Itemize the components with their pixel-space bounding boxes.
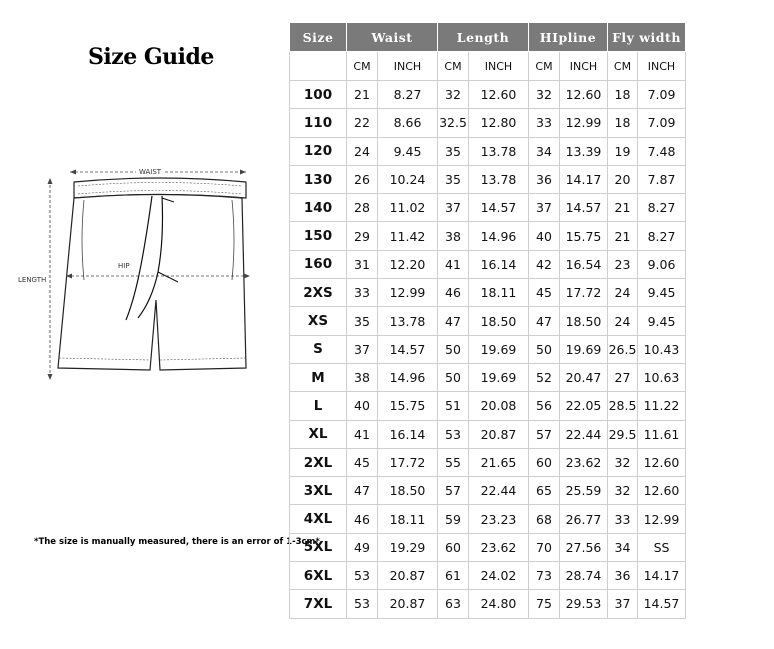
measurement-cell: 12.80 <box>469 109 529 137</box>
table-row <box>290 81 686 109</box>
header-size: Size <box>290 23 347 52</box>
measurement-cell: 9.45 <box>638 307 686 335</box>
length-label: LENGTH <box>18 276 47 284</box>
measurement-cell: 14.57 <box>560 194 608 222</box>
measurement-cell: 34 <box>608 533 638 561</box>
measurement-cell: 36 <box>529 165 560 193</box>
measurement-cell: 40 <box>529 222 560 250</box>
table-row <box>290 590 686 618</box>
measurement-cell: 16.14 <box>378 420 438 448</box>
measurement-cell: 38 <box>438 222 469 250</box>
measurement-cell: 19.69 <box>469 363 529 391</box>
measurement-cell: 23.23 <box>469 505 529 533</box>
size-cell: XL <box>290 420 347 448</box>
measurement-cell: 75 <box>529 590 560 618</box>
unit-cell: INCH <box>638 52 686 81</box>
measurement-cell: 33 <box>347 279 378 307</box>
measurement-cell: 12.60 <box>638 477 686 505</box>
measurement-cell: 22.44 <box>560 420 608 448</box>
measurement-cell: 32 <box>608 448 638 476</box>
measurement-cell: 15.75 <box>378 392 438 420</box>
measurement-cell: 23.62 <box>469 533 529 561</box>
size-cell: 2XS <box>290 279 347 307</box>
measurement-cell: 31 <box>347 250 378 278</box>
measurement-cell: 9.45 <box>638 279 686 307</box>
measurement-cell: 38 <box>347 363 378 391</box>
measurement-cell: 59 <box>438 505 469 533</box>
measurement-cell: 13.39 <box>560 137 608 165</box>
table-row <box>290 533 686 561</box>
size-cell: 3XL <box>290 477 347 505</box>
measurement-cell: 13.78 <box>469 165 529 193</box>
measurement-cell: 24 <box>347 137 378 165</box>
size-cell: 5XL <box>290 533 347 561</box>
measurement-cell: 18.11 <box>469 279 529 307</box>
measurement-cell: 18 <box>608 81 638 109</box>
shorts-diagram <box>14 160 264 390</box>
measurement-cell: 18.50 <box>560 307 608 335</box>
measurement-cell: 24.80 <box>469 590 529 618</box>
measurement-cell: 14.96 <box>469 222 529 250</box>
measurement-cell: 12.99 <box>560 109 608 137</box>
unit-cell: INCH <box>378 52 438 81</box>
measurement-cell: 50 <box>529 335 560 363</box>
unit-cell: INCH <box>469 52 529 81</box>
unit-blank <box>290 52 347 81</box>
size-cell: L <box>290 392 347 420</box>
header-fly-width: Fly width <box>608 23 686 52</box>
measurement-cell: 16.54 <box>560 250 608 278</box>
measurement-cell: 60 <box>529 448 560 476</box>
measurement-cell: 21 <box>608 222 638 250</box>
size-cell: 120 <box>290 137 347 165</box>
measurement-cell: 32 <box>529 81 560 109</box>
header-row <box>290 23 686 52</box>
measurement-cell: 12.60 <box>560 81 608 109</box>
table-row <box>290 109 686 137</box>
measurement-cell: 18.11 <box>378 505 438 533</box>
size-cell: XS <box>290 307 347 335</box>
measurement-cell: 52 <box>529 363 560 391</box>
measurement-cell: 14.17 <box>638 562 686 590</box>
measurement-cell: 37 <box>529 194 560 222</box>
size-cell: 130 <box>290 165 347 193</box>
measurement-cell: 21 <box>608 194 638 222</box>
measurement-cell: 14.57 <box>469 194 529 222</box>
measurement-cell: 46 <box>347 505 378 533</box>
measurement-cell: 49 <box>347 533 378 561</box>
measurement-cell: 20.47 <box>560 363 608 391</box>
measurement-cell: 9.06 <box>638 250 686 278</box>
measurement-cell: 50 <box>438 335 469 363</box>
measurement-cell: 42 <box>529 250 560 278</box>
header-waist: Waist <box>347 23 438 52</box>
measurement-cell: 18.50 <box>378 477 438 505</box>
measurement-cell: 19.69 <box>469 335 529 363</box>
measurement-cell: 7.09 <box>638 109 686 137</box>
unit-cell: CM <box>438 52 469 81</box>
measurement-cell: 53 <box>438 420 469 448</box>
table-row <box>290 165 686 193</box>
size-chart-table <box>289 22 686 619</box>
measurement-cell: 24 <box>608 307 638 335</box>
measurement-cell: 10.63 <box>638 363 686 391</box>
measurement-cell: 8.27 <box>638 194 686 222</box>
measurement-cell: 45 <box>529 279 560 307</box>
measurement-cell: 8.66 <box>378 109 438 137</box>
table-row <box>290 194 686 222</box>
measurement-cell: 32 <box>438 81 469 109</box>
measurement-cell: 61 <box>438 562 469 590</box>
measurement-cell: 35 <box>438 165 469 193</box>
measurement-cell: 13.78 <box>469 137 529 165</box>
table-row <box>290 363 686 391</box>
measurement-cell: 20 <box>608 165 638 193</box>
measurement-cell: 45 <box>347 448 378 476</box>
unit-cell: CM <box>347 52 378 81</box>
measurement-cell: 22.05 <box>560 392 608 420</box>
measurement-cell: 20.08 <box>469 392 529 420</box>
measurement-cell: 47 <box>347 477 378 505</box>
measurement-cell: 37 <box>608 590 638 618</box>
measurement-cell: 65 <box>529 477 560 505</box>
measurement-cell: 29 <box>347 222 378 250</box>
measurement-cell: 28 <box>347 194 378 222</box>
measurement-cell: 60 <box>438 533 469 561</box>
measurement-note: *The size is manually measured, there is an error of 1-3cm* <box>34 537 320 547</box>
measurement-cell: 20.87 <box>378 590 438 618</box>
size-cell: 100 <box>290 81 347 109</box>
size-cell: 140 <box>290 194 347 222</box>
measurement-cell: 32.5 <box>438 109 469 137</box>
measurement-cell: 11.22 <box>638 392 686 420</box>
measurement-cell: 34 <box>529 137 560 165</box>
measurement-cell: 41 <box>438 250 469 278</box>
measurement-cell: 27.56 <box>560 533 608 561</box>
waist-label: WAIST <box>138 168 162 176</box>
table-row <box>290 279 686 307</box>
measurement-cell: 24 <box>608 279 638 307</box>
measurement-cell: 63 <box>438 590 469 618</box>
measurement-cell: 8.27 <box>378 81 438 109</box>
measurement-cell: 11.61 <box>638 420 686 448</box>
size-cell: 110 <box>290 109 347 137</box>
measurement-cell: 29.5 <box>608 420 638 448</box>
size-cell: 160 <box>290 250 347 278</box>
size-cell: S <box>290 335 347 363</box>
measurement-cell: 20.87 <box>378 562 438 590</box>
measurement-cell: 12.60 <box>638 448 686 476</box>
measurement-cell: 35 <box>438 137 469 165</box>
size-cell: 7XL <box>290 590 347 618</box>
measurement-cell: 27 <box>608 363 638 391</box>
measurement-cell: 10.24 <box>378 165 438 193</box>
measurement-cell: 70 <box>529 533 560 561</box>
table-row <box>290 250 686 278</box>
measurement-cell: 21.65 <box>469 448 529 476</box>
table-row <box>290 307 686 335</box>
measurement-cell: 19.29 <box>378 533 438 561</box>
size-table-body <box>290 81 686 619</box>
measurement-cell: 73 <box>529 562 560 590</box>
measurement-cell: 51 <box>438 392 469 420</box>
measurement-cell: 22 <box>347 109 378 137</box>
table-row <box>290 335 686 363</box>
measurement-cell: SS <box>638 533 686 561</box>
measurement-cell: 11.02 <box>378 194 438 222</box>
measurement-cell: 47 <box>529 307 560 335</box>
header-hipline: HIpline <box>529 23 608 52</box>
table-row <box>290 448 686 476</box>
measurement-cell: 23 <box>608 250 638 278</box>
measurement-cell: 40 <box>347 392 378 420</box>
unit-cell: INCH <box>560 52 608 81</box>
measurement-cell: 22.44 <box>469 477 529 505</box>
measurement-cell: 14.57 <box>638 590 686 618</box>
measurement-cell: 14.96 <box>378 363 438 391</box>
table-row <box>290 222 686 250</box>
measurement-cell: 12.99 <box>378 279 438 307</box>
header-length: Length <box>438 23 529 52</box>
measurement-cell: 68 <box>529 505 560 533</box>
table-row <box>290 562 686 590</box>
measurement-cell: 57 <box>438 477 469 505</box>
measurement-cell: 7.09 <box>638 81 686 109</box>
measurement-cell: 28.5 <box>608 392 638 420</box>
size-cell: 4XL <box>290 505 347 533</box>
measurement-cell: 11.42 <box>378 222 438 250</box>
unit-cell: CM <box>608 52 638 81</box>
size-cell: 6XL <box>290 562 347 590</box>
measurement-cell: 55 <box>438 448 469 476</box>
measurement-cell: 53 <box>347 562 378 590</box>
measurement-cell: 20.87 <box>469 420 529 448</box>
measurement-cell: 37 <box>347 335 378 363</box>
measurement-cell: 25.59 <box>560 477 608 505</box>
measurement-cell: 26.5 <box>608 335 638 363</box>
measurement-cell: 26.77 <box>560 505 608 533</box>
measurement-cell: 57 <box>529 420 560 448</box>
measurement-cell: 33 <box>529 109 560 137</box>
size-cell: 150 <box>290 222 347 250</box>
measurement-cell: 15.75 <box>560 222 608 250</box>
measurement-cell: 12.99 <box>638 505 686 533</box>
measurement-cell: 18 <box>608 109 638 137</box>
measurement-cell: 29.53 <box>560 590 608 618</box>
measurement-cell: 12.60 <box>469 81 529 109</box>
table-row <box>290 137 686 165</box>
measurement-cell: 37 <box>438 194 469 222</box>
measurement-cell: 50 <box>438 363 469 391</box>
page-title: Size Guide <box>88 44 214 70</box>
measurement-cell: 16.14 <box>469 250 529 278</box>
measurement-cell: 13.78 <box>378 307 438 335</box>
hip-label: HIP <box>118 262 130 270</box>
table-row <box>290 477 686 505</box>
measurement-cell: 41 <box>347 420 378 448</box>
measurement-cell: 19 <box>608 137 638 165</box>
units-row <box>290 52 686 81</box>
size-cell: 2XL <box>290 448 347 476</box>
table-row <box>290 505 686 533</box>
measurement-cell: 24.02 <box>469 562 529 590</box>
measurement-cell: 19.69 <box>560 335 608 363</box>
measurement-cell: 53 <box>347 590 378 618</box>
measurement-cell: 8.27 <box>638 222 686 250</box>
measurement-cell: 35 <box>347 307 378 335</box>
measurement-cell: 56 <box>529 392 560 420</box>
measurement-cell: 21 <box>347 81 378 109</box>
measurement-cell: 28.74 <box>560 562 608 590</box>
measurement-cell: 23.62 <box>560 448 608 476</box>
measurement-cell: 26 <box>347 165 378 193</box>
measurement-cell: 10.43 <box>638 335 686 363</box>
measurement-cell: 12.20 <box>378 250 438 278</box>
measurement-cell: 46 <box>438 279 469 307</box>
measurement-cell: 17.72 <box>378 448 438 476</box>
measurement-cell: 17.72 <box>560 279 608 307</box>
measurement-cell: 36 <box>608 562 638 590</box>
measurement-cell: 47 <box>438 307 469 335</box>
measurement-cell: 7.48 <box>638 137 686 165</box>
measurement-cell: 14.57 <box>378 335 438 363</box>
measurement-cell: 7.87 <box>638 165 686 193</box>
unit-cell: CM <box>529 52 560 81</box>
measurement-cell: 32 <box>608 477 638 505</box>
measurement-cell: 18.50 <box>469 307 529 335</box>
measurement-cell: 9.45 <box>378 137 438 165</box>
size-cell: M <box>290 363 347 391</box>
shorts-illustration-icon <box>14 160 264 390</box>
measurement-cell: 14.17 <box>560 165 608 193</box>
table-row <box>290 420 686 448</box>
table-row <box>290 392 686 420</box>
measurement-cell: 33 <box>608 505 638 533</box>
